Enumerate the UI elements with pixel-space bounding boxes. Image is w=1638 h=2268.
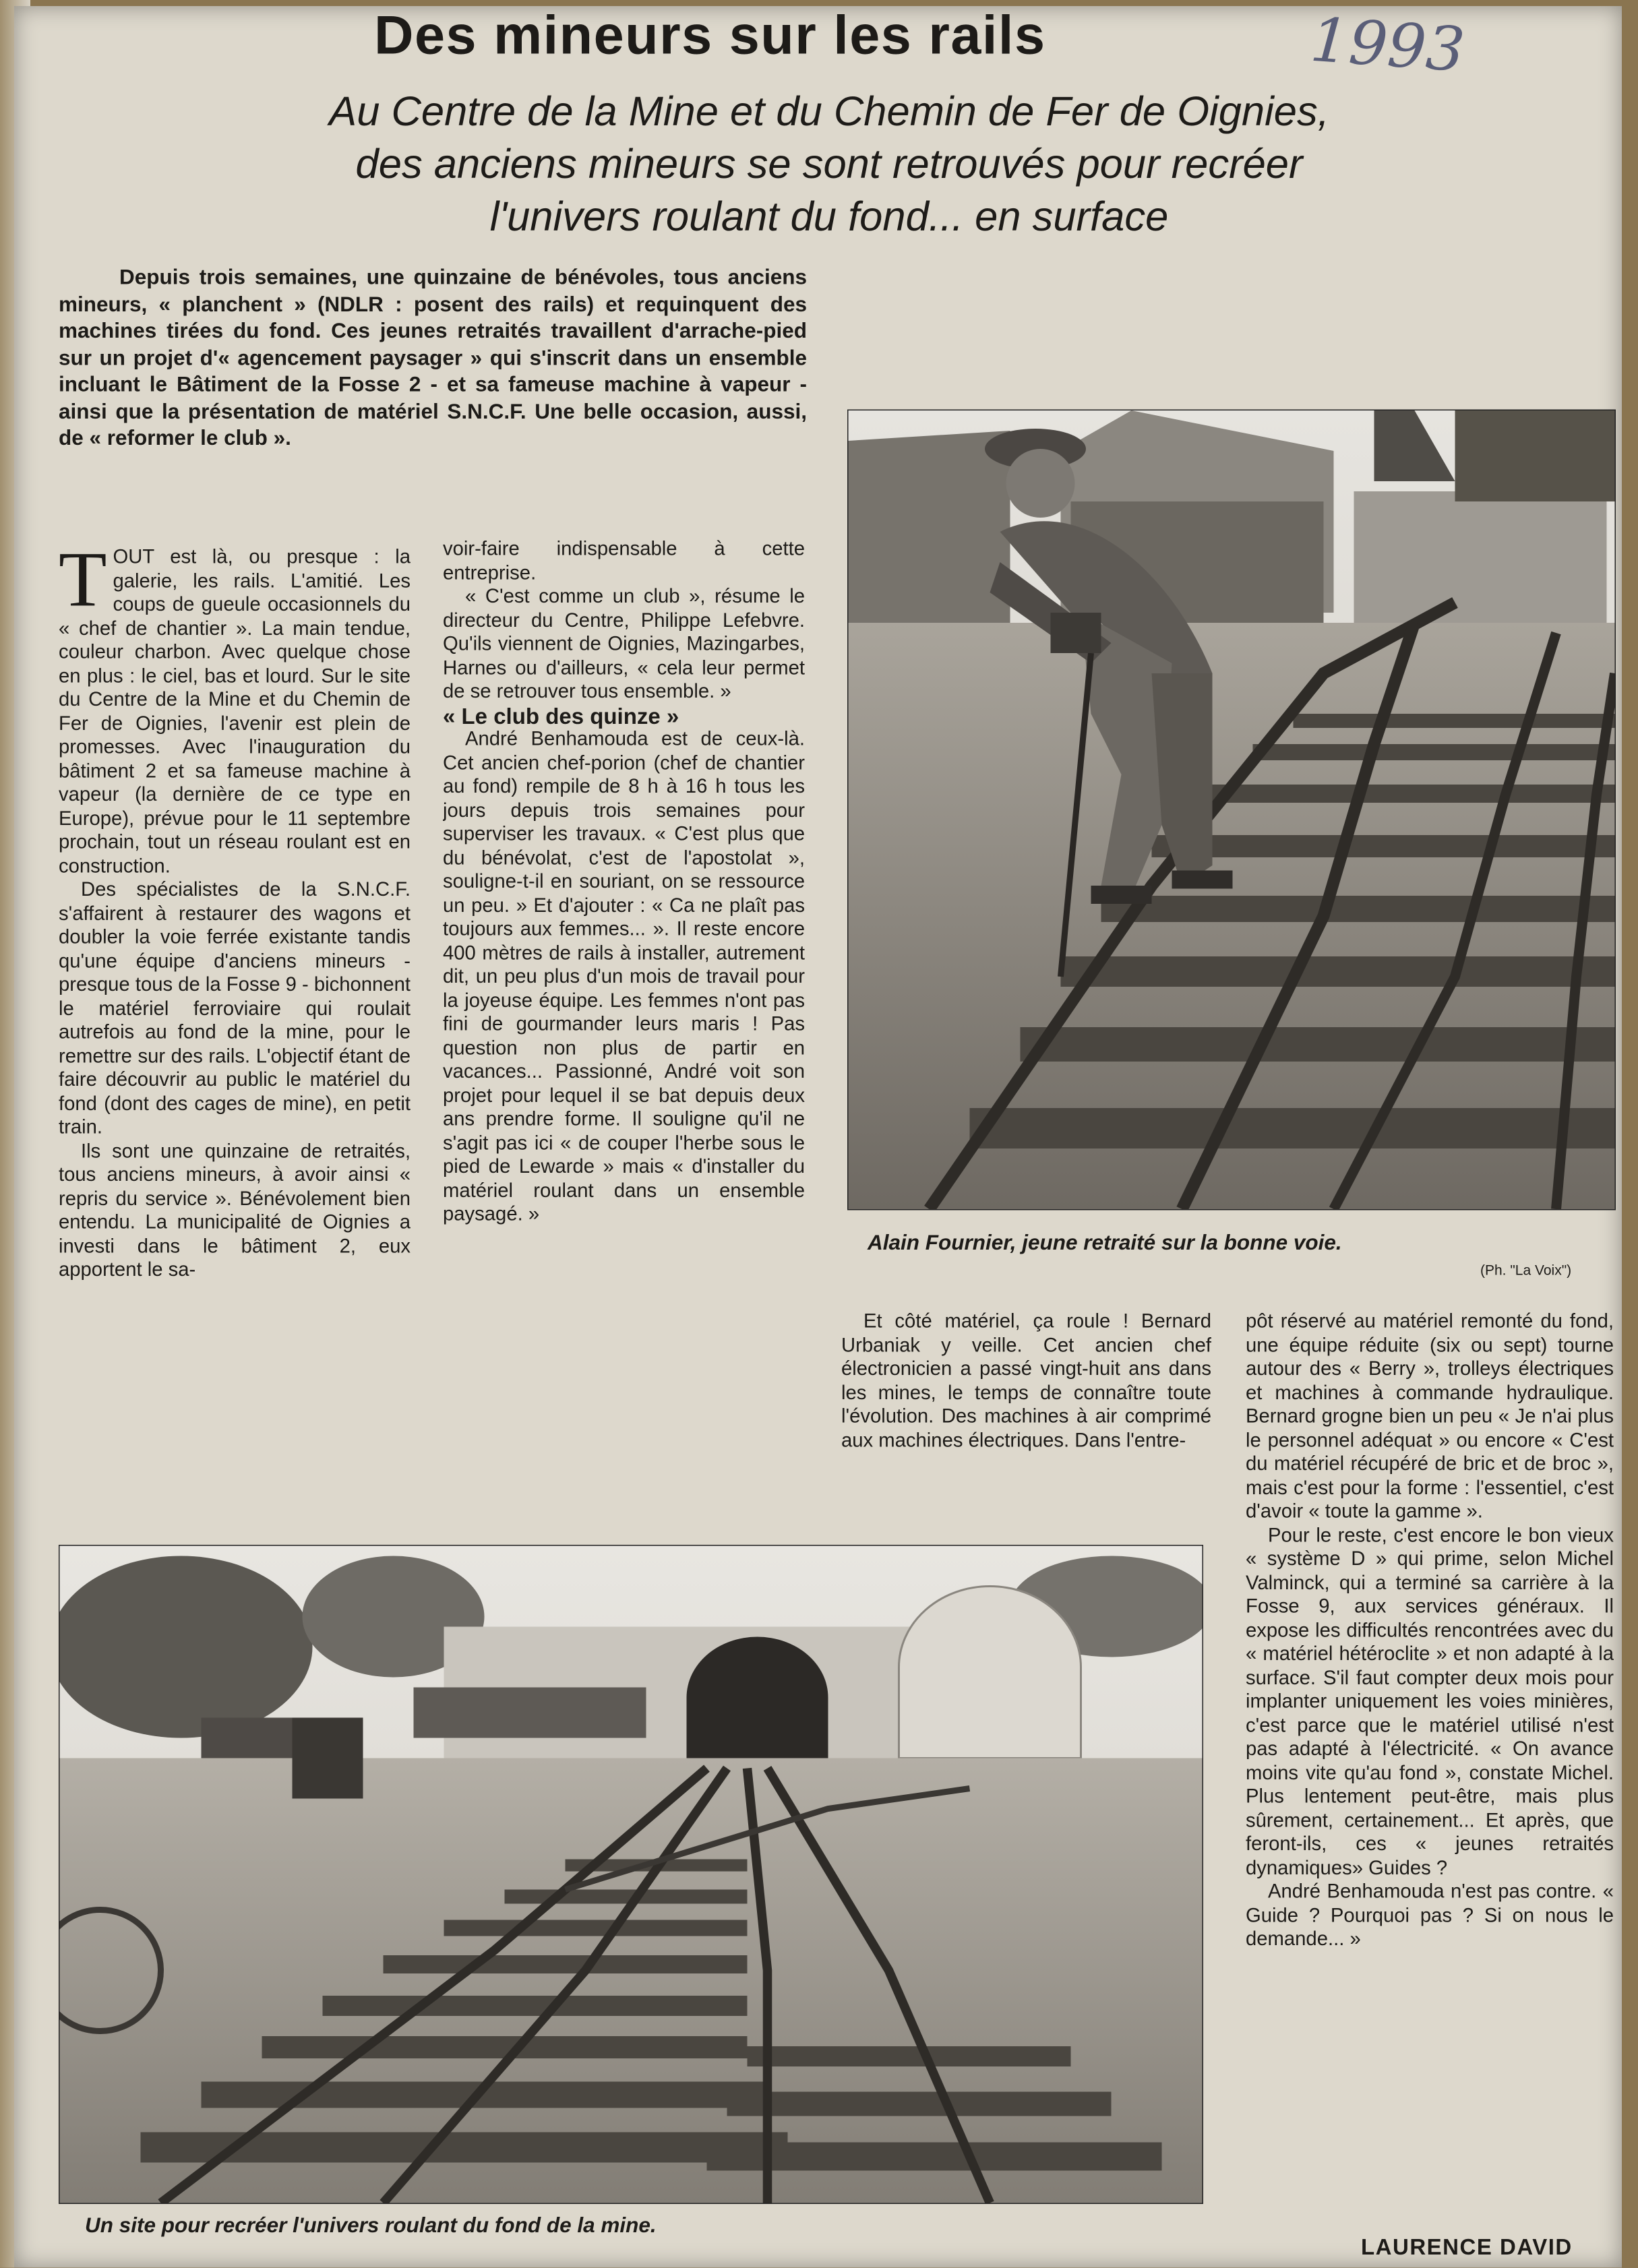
column-1	[59, 546, 411, 1516]
photo-worker-image	[849, 410, 1615, 1209]
photo1-caption: Alain Fournier, jeune retraité sur la bonne voie.	[868, 1231, 1342, 1255]
subheading: « Le club des quinze »	[443, 703, 679, 729]
col1-paragraph-1: TOUT est là, ou presque : la galerie, les rails. L'amitié. Les coups de gueule occasionnels du « chef de chantier ». La main tendue, couleur charbon. Avec quelque chose en plus : le ciel, bas et lourd. Sur le site du Centre de la Mine et du Chemin de Fer de Oignies, l'avenir est plein de promesses. Avec l'inauguration du bâtiment 2 et sa fameuse machine à vapeur (la dernière de ce type en Europe), prévue pour le 11 septembre prochain, tout un réseau roulant est en construction.	[59, 546, 411, 878]
col2-paragraph-3: André Benhamouda est de ceux-là. Cet ancien chef-porion (chef de chantier au fond) rempile de 8 h à 16 h tous les jours depuis trois semaines pour superviser les travaux. « C'est plus que du bénévolat, c'est de l'apostolat », souligne-t-il en souriant, on se ressource un peu. » Et d'ajouter : « Ca ne plaît pas toujours aux femmes... ». Il reste encore 400 mètres de rails à installer, autrement dit, un peu plus d'un mois de travail pour la joyeuse équipe. Les femmes n'ont pas fini de gourmander leurs maris ! Pas question non plus de partir en vacances... Passionné, André voit son projet pour lequel il se bat depuis deux ans prendre forme. Il souligne qu'il ne s'agit pas ici « de couper l'herbe sous le pied de Lewarde » mais « d'installer du matériel roulant dans un ensemble paysagé. »	[443, 728, 805, 1225]
photo1-credit: (Ph. "La Voix")	[1480, 1262, 1572, 1278]
deck-line-1: Au Centre de la Mine et du Chemin de Fer de Oignies,	[329, 88, 1329, 135]
deck-line-3: l'univers roulant du fond... en surface	[489, 193, 1169, 240]
col1-paragraph-2: Des spécialistes de la S.N.C.F. s'affairent à restaurer des wagons et doubler la voie ferrée existante tandis qu'une équipe d'anciens mineurs - presque tous de la Fosse 9 - bichonnent le matériel ferroviaire qui roulait autrefois au fond de la mine, pour le remettre sur des rails. L'objectif étant de faire découvrir au public le matériel du fond (dont des cages de mine), en petit train.	[59, 878, 411, 1138]
headline: Des mineurs sur les rails	[374, 5, 1046, 66]
photo-railway-site	[59, 1545, 1203, 2204]
column-4	[1246, 1310, 1614, 2226]
col2-paragraph-2: « C'est comme un club », résume le directeur du Centre, Philippe Lefebvre. Qu'ils viennent de Oignies, Mazingarbes, Harnes ou d'ailleurs, « cela leur permet de se retrouver tous ensemble. »	[443, 585, 805, 703]
col1-paragraph-3: Ils sont une quinzaine de retraités, tous anciens mineurs, à avoir ainsi « repris du service ». Bénévolement bien entendu. La municipalité de Oignies a investi dans le bâtiment 2, eux apportent le sa-	[59, 1140, 411, 1281]
deck	[61, 85, 1598, 243]
photo-worker-on-rails	[847, 410, 1616, 1210]
byline-signature: LAURENCE DAVID	[1361, 2234, 1573, 2260]
col4-paragraph-3: André Benhamouda n'est pas contre. « Guide ? Pourquoi pas ? Si on nous le demande... »	[1246, 1880, 1614, 1951]
handwritten-year: 1993	[1308, 5, 1467, 86]
col4-paragraph-2: Pour le reste, c'est encore le bon vieux « système D » qui prime, selon Michel Valminck, qui a terminé sa carrière à la Fosse 9, aux services généraux. Il expose les difficultés rencontrées avec du « matériel hétéroclite » et non adapté à la surface. S'il faut compter deux mois pour implanter uniquement les voies minières, c'est parce que le matériel utilisé n'est pas adapté à l'électricité. « On avance moins vite qu'au fond », constate Michel. Plus lentement peut-être, mais plus sûrement, certainement... Et après, que feront-ils, ces « jeunes retraités dynamiques» Guides ?	[1246, 1524, 1614, 1879]
drop-cap: T	[59, 546, 107, 623]
col3-paragraph-1: Et côté matériel, ça roule ! Bernard Urbaniak y veille. Cet ancien chef électronicien a passé vingt-huit ans dans les mines, le temps de connaître toute l'évolution. Des machines à air comprimé aux machines électriques. Dans l'entre-	[841, 1310, 1211, 1452]
column-2	[443, 538, 805, 1519]
col2-paragraph-1: voir-faire indispensable à cette entreprise.	[443, 538, 805, 584]
deck-line-2: des anciens mineurs se sont retrouvés pour recréer	[355, 140, 1303, 187]
lede-paragraph: Depuis trois semaines, une quinzaine de bénévoles, tous anciens mineurs, « planchent » (NDLR : posent des rails) et requinquent des machines tirées du fond. Ces jeunes retraités travaillent d'arrache-pied sur un projet d'« agencement paysager » qui s'inscrit dans un ensemble incluant le Bâtiment de la Fosse 2 - et sa fameuse machine à vapeur - ainsi que la présentation de matériel S.N.C.F. Une belle occasion, aussi, de « reformer le club ».	[59, 266, 807, 450]
photo2-caption: Un site pour recréer l'univers roulant du fond de la mine.	[85, 2214, 657, 2238]
col4-paragraph-1: pôt réservé au matériel remonté du fond, une équipe réduite (six ou sept) tourne autour des « Berry », trolleys électriques et machines à commande hydraulique. Bernard grogne bien un peu « Je n'ai plus le personnel adéquat » ou encore « C'est du matériel récupéré de bric et de broc », mais c'est pour la forme : l'essentiel, c'est d'avoir « toute la gamme ».	[1246, 1310, 1614, 1523]
column-3	[841, 1310, 1211, 1523]
photo-railway-image	[60, 1546, 1203, 2203]
